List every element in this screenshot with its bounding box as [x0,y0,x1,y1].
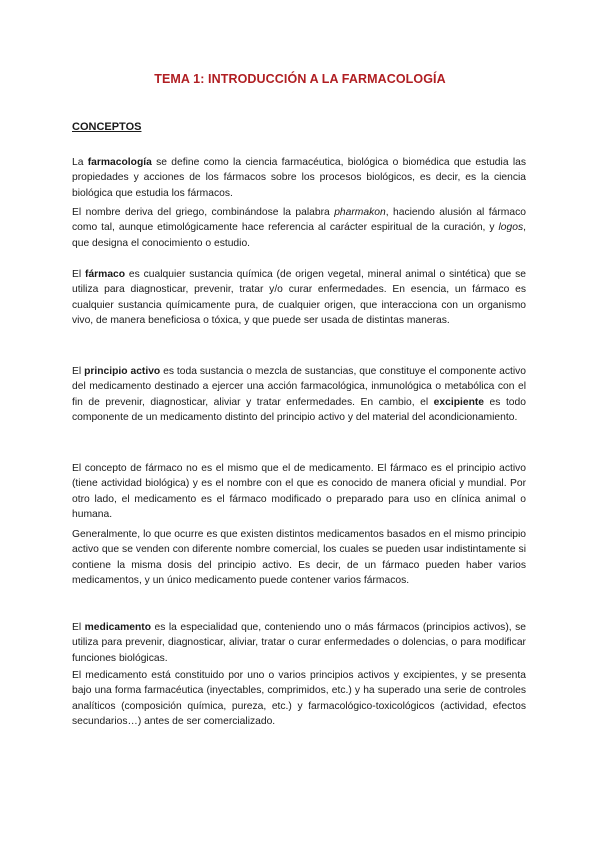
term-logos: logos [498,222,524,234]
paragraph-principio-activo: El principio activo es toda sustancia o mezcla de sustancias, que constituye el componente activo del medicamento destinado a ejercer una acción farmacológica, inmunológica o metabólica con el fin de prevenir, diagnosticar, aliviar y tratar enfermedades. En cambio, el excipiente es todo componente de un medicamento distinto del principio activo y del material del acondicionamiento. [72,366,526,424]
paragraph-etimologia: El nombre deriva del griego, combinándose la palabra pharmakon, haciendo alusión al fármaco como tal, aunque etimológicamente hace referencia al carácter espiritual de la curación, y logos, que designa el conocimiento o estudio. [72,207,526,249]
paragraph-medicamento: El medicamento es la especialidad que, conteniendo uno o más fármacos (principios activos), se utiliza para prevenir, diagnosticar, aliviar, tratar o curar enfermedades o dolencias, o para modificar funciones biológicas. [72,622,526,664]
section-heading: CONCEPTOS [72,121,142,133]
document-title: TEMA 1: INTRODUCCIÓN A LA FARMACOLOGÍA [154,72,446,86]
paragraph-farmacologia: La farmacología se define como la ciencia farmacéutica, biológica o biomédica que estudia las propiedades y acciones de los fármacos sobre los procesos biológicos, es decir, es la ciencia biológica que estudia los fármacos. [72,157,526,199]
paragraph-composicion-medicamento: El medicamento está constituido por uno o varios principios activos y excipientes, y se presenta bajo una forma farmacéutica (inyectables, comprimidos, etc.) y ha superado una serie de controles analíticos (composición química, pureza, etc.) y farmacológico-toxicológicos (actividad, efectos secundarios…) antes de ser comercializado. [72,670,526,728]
term-farmacologia: farmacología [87,157,152,168]
term-farmaco: fármaco [85,269,126,280]
term-principio-activo: principio activo [84,366,161,377]
term-medicamento: medicamento [84,622,152,633]
term-excipiente: excipiente [433,396,485,408]
paragraph-farmaco-vs-medicamento: El concepto de fármaco no es el mismo que el de medicamento. El fármaco es el principio activo (tiene actividad biológica) y es el nombre con el que es conocido de manera oficial y mundial. Por otro lado, el medicamento es el fármaco modificado o preparado para uso en clínica animal o humana. [72,463,526,521]
term-pharmakon: pharmakon [334,207,386,218]
paragraph-medicamentos-comerciales: Generalmente, lo que ocurre es que existen distintos medicamentos basados en el mismo principio activo que se venden con diferente nombre comercial, los cuales se pueden usar indistintamente si contiene la misma dosis del principio activo. Es decir, de un fármaco pueden haber varios medicamentos, y un único medicamento puede contener varios fármacos. [72,529,526,587]
paragraph-farmaco: El fármaco es cualquier sustancia química (de origen vegetal, mineral animal o sintética) que se utiliza para diagnosticar, prevenir, tratar y/o curar enfermedades. En esencia, un fármaco es cualquier sustancia químicamente pura, de cualquier origen, que interacciona con un organismo vivo, de manera beneficiosa o tóxica, y que puede ser usada de distintas maneras. [72,269,526,327]
